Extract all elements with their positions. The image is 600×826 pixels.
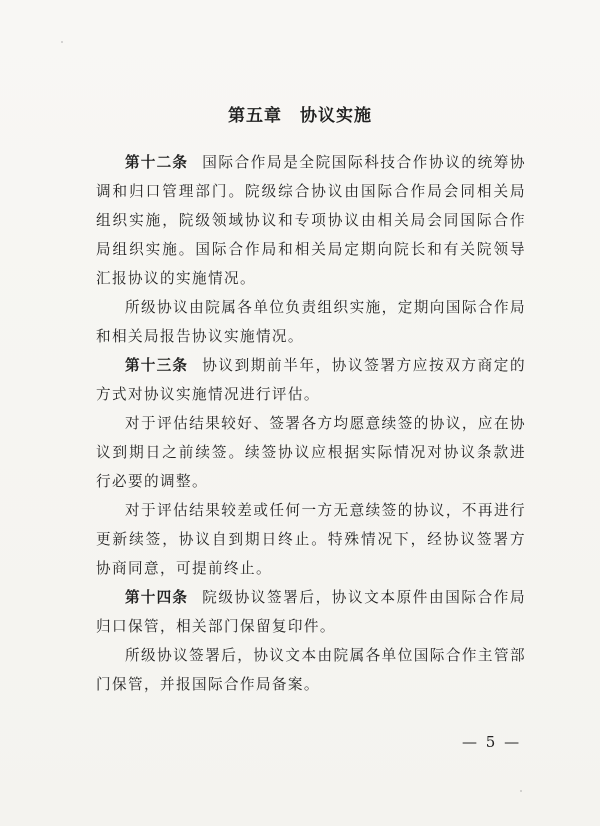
article-number: 第十三条 bbox=[125, 357, 189, 374]
paper-speck bbox=[61, 41, 63, 43]
paragraph-article-13 bbox=[96, 351, 526, 409]
article-number: 第十二条 bbox=[125, 154, 189, 171]
paper-speck bbox=[520, 790, 522, 792]
paragraph-text: 院级协议签署后，协议文本原件由国际合作局归口保管，相关部门保留复印件。 bbox=[96, 589, 526, 635]
paragraph-article-12-2 bbox=[96, 293, 526, 351]
paragraph-text: 协议到期前半年，协议签署方应按双方商定的方式对协议实施情况进行评估。 bbox=[96, 357, 526, 403]
paragraph-article-14-2 bbox=[96, 641, 526, 699]
paragraph-text: 所级协议由院属各单位负责组织实施，定期向国际合作局和相关局报告协议实施情况。 bbox=[96, 299, 526, 345]
document-body bbox=[96, 148, 526, 699]
paragraph-text: 对于评估结果较好、签署各方均愿意续签的协议，应在协议到期日之前续签。续签协议应根据实际情况对协议条款进行必要的调整。 bbox=[96, 415, 526, 490]
paragraph-text: 国际合作局是全院国际科技合作协议的统筹协调和归口管理部门。院级综合协议由国际合作局会同相关局组织实施，院级领域协议和专项协议由相关局会同国际合作局组织实施。国际合作局和相关局定期向院长和有关院领导汇报协议的实施情况。 bbox=[96, 154, 526, 287]
paragraph-article-13-3 bbox=[96, 496, 526, 583]
paragraph-text: 对于评估结果较差或任何一方无意续签的协议，不再进行更新续签，协议自到期日终止。特殊情况下，经协议签署方协商同意，可提前终止。 bbox=[96, 502, 526, 577]
paragraph-article-13-2 bbox=[96, 409, 526, 496]
paragraph-article-12 bbox=[96, 148, 526, 293]
page-number: — 5 — bbox=[462, 733, 522, 751]
article-number: 第十四条 bbox=[125, 589, 189, 606]
chapter-title: 第五章 协议实施 bbox=[228, 106, 372, 126]
paragraph-text: 所级协议签署后，协议文本由院属各单位国际合作主管部门保管，并报国际合作局备案。 bbox=[96, 647, 526, 693]
paragraph-article-14 bbox=[96, 583, 526, 641]
